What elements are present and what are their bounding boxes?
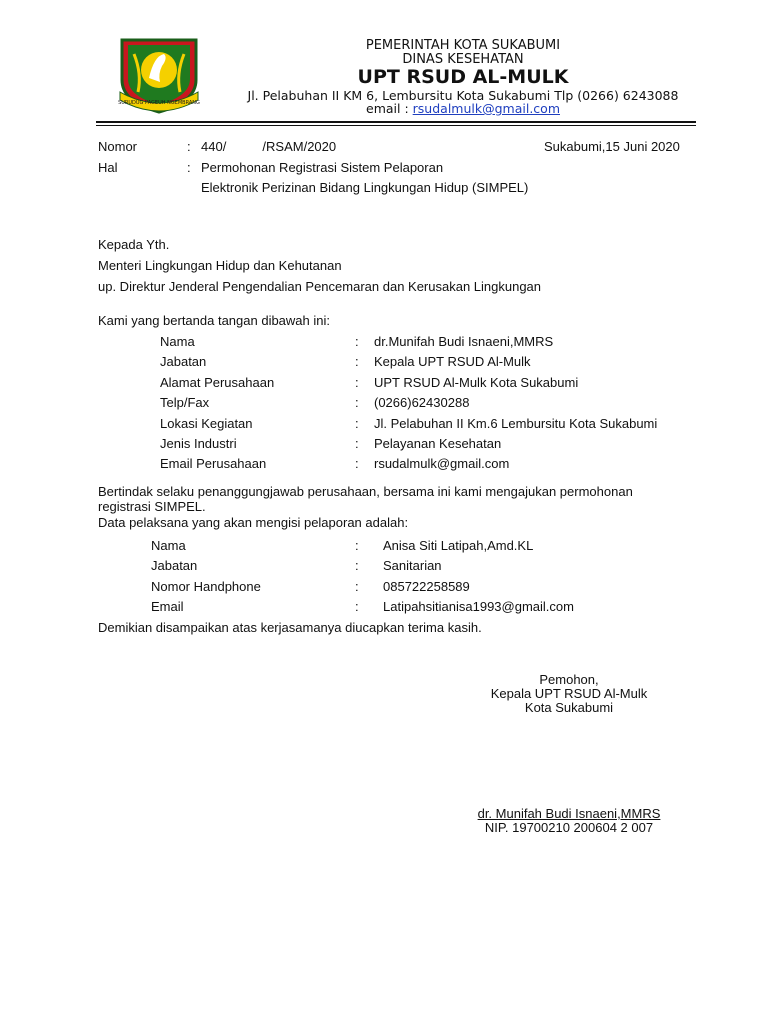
row-label: Nama <box>160 334 195 349</box>
row-value: Pelayanan Kesehatan <box>374 436 502 451</box>
responsibility-paragraph-line-1: Bertindak selaku penanggungjawab perusahaan, bersama ini kami mengajukan permohonan <box>98 484 633 499</box>
row-value: Latipahsitianisa1993@gmail.com <box>383 599 574 614</box>
row-colon: : <box>355 599 359 614</box>
email-label: email : <box>366 101 409 116</box>
signatory-name-text: dr. Munifah Budi Isnaeni,MMRS <box>477 806 661 821</box>
row-label: Jabatan <box>160 354 207 369</box>
row-value: Jl. Pelabuhan II Km.6 Lembursitu Kota Sukabumi <box>374 416 658 431</box>
row-value: (0266)62430288 <box>374 395 470 410</box>
executor-intro: Data pelaksana yang akan mengisi pelaporan adalah: <box>98 515 409 530</box>
row-value: UPT RSUD Al-Mulk Kota Sukabumi <box>374 375 579 390</box>
recipient-line-2: Menteri Lingkungan Hidup dan Kehutanan <box>98 258 342 273</box>
nomor-colon: : <box>187 139 191 154</box>
row-value: rsudalmulk@gmail.com <box>374 456 510 471</box>
hal-line-2: Elektronik Perizinan Bidang Lingkungan Hidup (SIMPEL) <box>201 180 529 195</box>
hal-line-1: Permohonan Registrasi Sistem Pelaporan <box>201 160 444 175</box>
letterhead-email <box>230 101 696 116</box>
row-label: Telp/Fax <box>160 395 210 410</box>
letterhead-department: DINAS KESEHATAN <box>402 52 524 67</box>
header-divider-thin <box>96 125 696 126</box>
email-link[interactable]: rsudalmulk@gmail.com <box>412 101 560 116</box>
row-label: Jenis Industri <box>160 436 237 451</box>
row-colon: : <box>355 416 359 431</box>
row-label: Email <box>151 599 184 614</box>
row-colon: : <box>355 354 359 369</box>
row-value: Sanitarian <box>383 558 442 573</box>
row-value: dr.Munifah Budi Isnaeni,MMRS <box>374 334 554 349</box>
signatory-name <box>440 806 698 821</box>
signature-city: Kota Sukabumi <box>524 700 614 715</box>
recipient-line-1: Kepada Yth. <box>98 237 170 252</box>
nomor-value: 440/ /RSAM/2020 <box>201 139 337 154</box>
closing-text: Demikian disampaikan atas kerjasamanya diucapkan terima kasih. <box>98 620 482 635</box>
row-colon: : <box>355 334 359 349</box>
header-divider-thick <box>96 121 696 123</box>
row-colon: : <box>355 558 359 573</box>
intro-text: Kami yang bertanda tangan dibawah ini: <box>98 313 330 328</box>
nomor-label: Nomor <box>98 139 138 154</box>
row-value: Kepala UPT RSUD Al-Mulk <box>374 354 531 369</box>
row-colon: : <box>355 436 359 451</box>
responsibility-paragraph-line-2: registrasi SIMPEL. <box>98 499 206 514</box>
row-label: Nama <box>151 538 186 553</box>
row-colon: : <box>355 395 359 410</box>
row-label: Email Perusahaan <box>160 456 267 471</box>
city-emblem-logo <box>114 34 204 114</box>
place-date: Sukabumi,15 Juni 2020 <box>544 139 680 154</box>
row-label: Lokasi Kegiatan <box>160 416 253 431</box>
signatory-nip: NIP. 19700210 200604 2 007 <box>484 820 654 835</box>
row-colon: : <box>355 456 359 471</box>
row-label: Jabatan <box>151 558 198 573</box>
row-value: 085722258589 <box>383 579 470 594</box>
hal-colon: : <box>187 160 191 175</box>
signature-applicant: Pemohon, <box>539 672 599 687</box>
row-colon: : <box>355 579 359 594</box>
row-colon: : <box>355 375 359 390</box>
row-colon: : <box>355 538 359 553</box>
row-label: Alamat Perusahaan <box>160 375 275 390</box>
recipient-line-3: up. Direktur Jenderal Pengendalian Pencemaran dan Kerusakan Lingkungan <box>98 279 542 294</box>
svg-text:SURUDUG PAGEUH NGEMBRANG: SURUDUG PAGEUH NGEMBRANG <box>118 100 200 106</box>
row-label: Nomor Handphone <box>151 579 261 594</box>
letterhead-address: Jl. Pelabuhan II KM 6, Lembursitu Kota Sukabumi Tlp (0266) 6243088 <box>247 88 679 103</box>
hal-label: Hal <box>98 160 118 175</box>
row-value: Anisa Siti Latipah,Amd.KL <box>383 538 534 553</box>
signature-position: Kepala UPT RSUD Al-Mulk <box>490 686 648 701</box>
letterhead-organization: UPT RSUD AL-MULK <box>357 66 569 88</box>
letterhead-government: PEMERINTAH KOTA SUKABUMI <box>365 38 561 53</box>
